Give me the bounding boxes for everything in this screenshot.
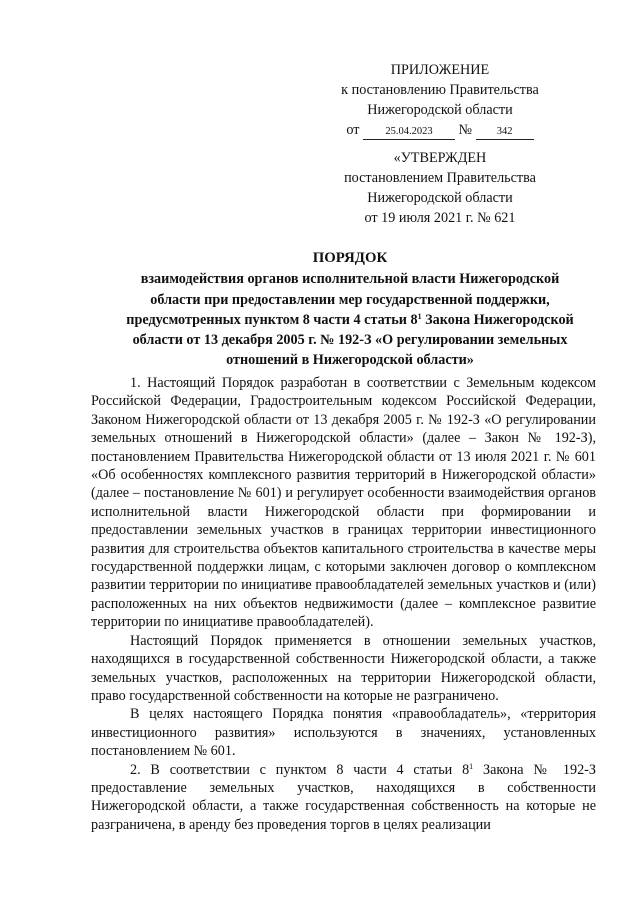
paragraph-3: В целях настоящего Порядка понятия «правообладатель», «территория инвестиционного развития» используются в значениях, установленных постановлением № 601.: [91, 706, 596, 760]
title-line-4: области от 13 декабря 2005 г. № 192-З «О регулировании земельных: [132, 332, 568, 349]
approved-line-4: от 19 июля 2021 г. № 621: [364, 210, 516, 226]
decree-number: 342: [476, 125, 534, 140]
appendix-date-line: [300, 120, 580, 140]
paragraph-2: Настоящий Порядок применяется в отношении земельных участков, находящихся в государственной собственности Нижегородской области, а также земельных участков, расположенных на территории Нижегородской области, право государственной собственности на которые не разграничено.: [91, 632, 596, 704]
appendix-header: [300, 60, 580, 140]
approved-line-3: Нижегородской области: [367, 190, 513, 206]
title-line-1: взаимодействия органов исполнительной власти Нижегородской: [140, 271, 560, 288]
title-line-5: отношений в Нижегородской области»: [226, 352, 474, 369]
appendix-title: ПРИЛОЖЕНИЕ: [390, 62, 490, 78]
approved-line-1: «УТВЕРЖДЕН: [393, 150, 487, 166]
date-from-label: от: [346, 122, 360, 138]
decree-date: 25.04.2023: [363, 125, 455, 140]
approved-line-2: постановлением Правительства: [344, 170, 536, 186]
appendix-line-2: Нижегородской области: [367, 102, 513, 118]
document-body: [91, 374, 596, 834]
appendix-line-1: к постановлению Правительства: [341, 82, 539, 98]
paragraph-4: 2. В соответствии с пунктом 8 части 4 статьи $8^1$ Закона № 192-З предоставление земельных участков, находящихся в собственности Нижегородской области, а также государственная собственность на которые не разграничена, в аренду без проведения торгов в целях реализации: [91, 761, 597, 833]
approved-header: [300, 148, 580, 228]
document-title: [80, 248, 620, 371]
number-label: №: [458, 122, 473, 138]
title-line-3: предусмотренных пунктом 8 части 4 статьи $8^1$ Закона Нижегородской: [126, 311, 574, 328]
title-line-2: области при предоставлении мер государственной поддержки,: [150, 291, 550, 308]
title-heading: ПОРЯДОК: [312, 250, 388, 266]
paragraph-1: 1. Настоящий Порядок разработан в соответствии с Земельным кодексом Российской Федерации, Градостроительным кодексом Российской Федерации, Законом Нижегородской области от 13 декабря 2005 г. № 192-З «О регулировании земельных отношений в Нижегородской области» (далее – Закон № 192-З), постановлением Правительства Нижегородской области от 13 июля 2021 г. № 601 «Об особенностях комплексного развития территорий в Нижегородской области» (далее – постановление № 601) и регулирует особенности взаимодействия органов исполнительной власти Нижегородской области при формировании и предоставлении земельных участков в границах территории инвестиционного развития для строительства объектов капитального строительства в качестве меры государственной поддержки лицам, с которыми заключен договор о комплексном развитии территории по инициативе правообладателей земельных участков и (или) расположенных на них объектов недвижимости (далее – комплексное развитие территории по инициативе правообладателей).: [91, 375, 596, 631]
